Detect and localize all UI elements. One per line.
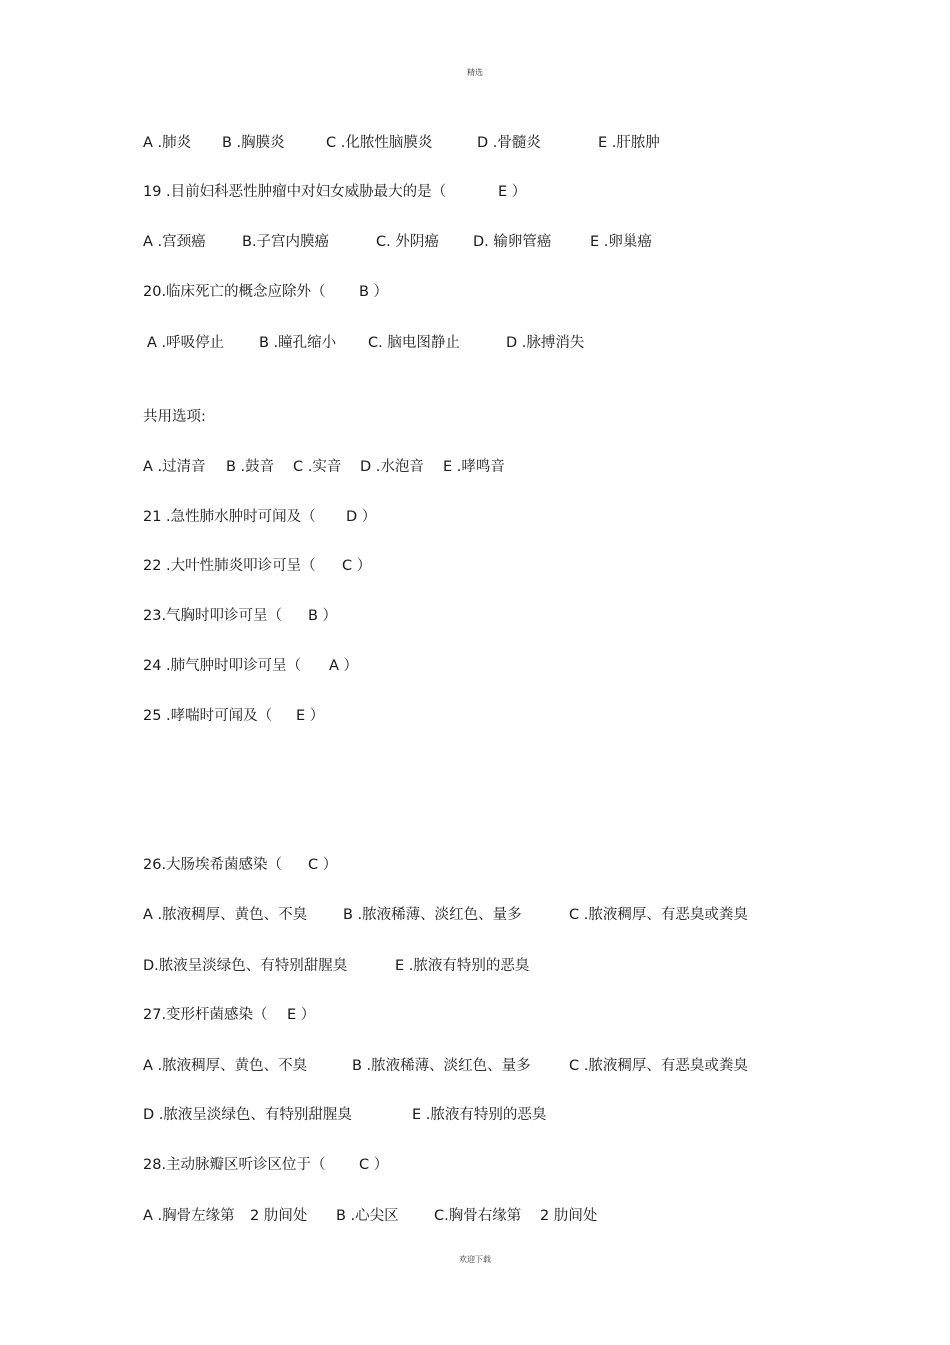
answer: C ）	[342, 558, 372, 574]
option-c: C .化脓性脑膜炎	[326, 135, 433, 151]
option-e: E .肝脓肿	[598, 135, 660, 151]
answer: C ）	[359, 1157, 389, 1173]
option-b: B .心尖区	[336, 1208, 399, 1224]
option-b: B.子宫内膜癌	[242, 234, 330, 250]
question-text: 20.临床死亡的概念应除外（	[143, 284, 326, 300]
option-a: A .脓液稠厚、黄色、不臭	[143, 1058, 308, 1074]
option-a: A .肺炎	[143, 135, 192, 151]
option-e: E .哮鸣音	[443, 459, 505, 475]
option-e: E .脓液有特别的恶臭	[412, 1107, 547, 1123]
option-a-suffix: 2 肋间处	[250, 1208, 308, 1224]
option-b: B .脓液稀薄、淡红色、量多	[352, 1058, 531, 1074]
question-text: 22 .大叶性肺炎叩诊可呈（	[143, 558, 316, 574]
option-e: E .脓液有特别的恶臭	[395, 958, 530, 974]
option-d: D .骨髓炎	[477, 135, 541, 151]
question-text: 26.大肠埃希菌感染（	[143, 857, 283, 873]
page-footer: 欢迎下载	[459, 1255, 491, 1264]
option-b: B .瞳孔缩小	[259, 335, 337, 351]
answer: E ）	[296, 708, 325, 724]
question-text: 28.主动脉瓣区听诊区位于（	[143, 1157, 326, 1173]
option-d: D.脓液呈淡绿色、有特别甜腥臭	[143, 958, 348, 974]
heading-text: 共用选项:	[143, 409, 206, 425]
answer: E ）	[287, 1007, 316, 1023]
option-d: D .脓液呈淡绿色、有特别甜腥臭	[143, 1107, 352, 1123]
option-e: E .卵巢癌	[590, 234, 652, 250]
option-c: C .实音	[293, 459, 342, 475]
option-a: A .宫颈癌	[143, 234, 206, 250]
answer: C ）	[308, 857, 338, 873]
option-a: A .呼吸停止	[147, 335, 225, 351]
option-d: D. 输卵管癌	[473, 234, 552, 250]
answer: A ）	[329, 658, 359, 674]
option-c: C. 脑电图静止	[368, 335, 460, 351]
option-a: A .胸骨左缘第	[143, 1208, 235, 1224]
option-b: B .鼓音	[226, 459, 275, 475]
answer: B ）	[359, 284, 389, 300]
option-c: C. 外阴癌	[376, 234, 439, 250]
option-b: B .脓液稀薄、淡红色、量多	[343, 907, 522, 923]
question-text: 19 .目前妇科恶性肿瘤中对妇女威胁最大的是（	[143, 184, 447, 200]
option-d: D .脉搏消失	[506, 335, 585, 351]
option-c: C .脓液稠厚、有恶臭或粪臭	[569, 1058, 748, 1074]
option-b: B .胸膜炎	[222, 135, 285, 151]
option-a: A .过清音	[143, 459, 206, 475]
question-text: 25 .哮喘时可闻及（	[143, 708, 273, 724]
question-text: 23.气胸时叩诊可呈（	[143, 608, 283, 624]
answer: E ）	[498, 184, 527, 200]
option-d: D .水泡音	[360, 459, 424, 475]
option-c-suffix: 2 肋间处	[540, 1208, 598, 1224]
question-text: 21 .急性肺水肿时可闻及（	[143, 509, 316, 525]
option-c: C .脓液稠厚、有恶臭或粪臭	[569, 907, 748, 923]
option-c: C.胸骨右缘第	[434, 1208, 522, 1224]
question-text: 24 .肺气肿时叩诊可呈（	[143, 658, 302, 674]
answer: B ）	[308, 608, 338, 624]
page-header: 精选	[467, 68, 483, 77]
answer: D ）	[346, 509, 377, 525]
question-text: 27.变形杆菌感染（	[143, 1007, 268, 1023]
option-a: A .脓液稠厚、黄色、不臭	[143, 907, 308, 923]
